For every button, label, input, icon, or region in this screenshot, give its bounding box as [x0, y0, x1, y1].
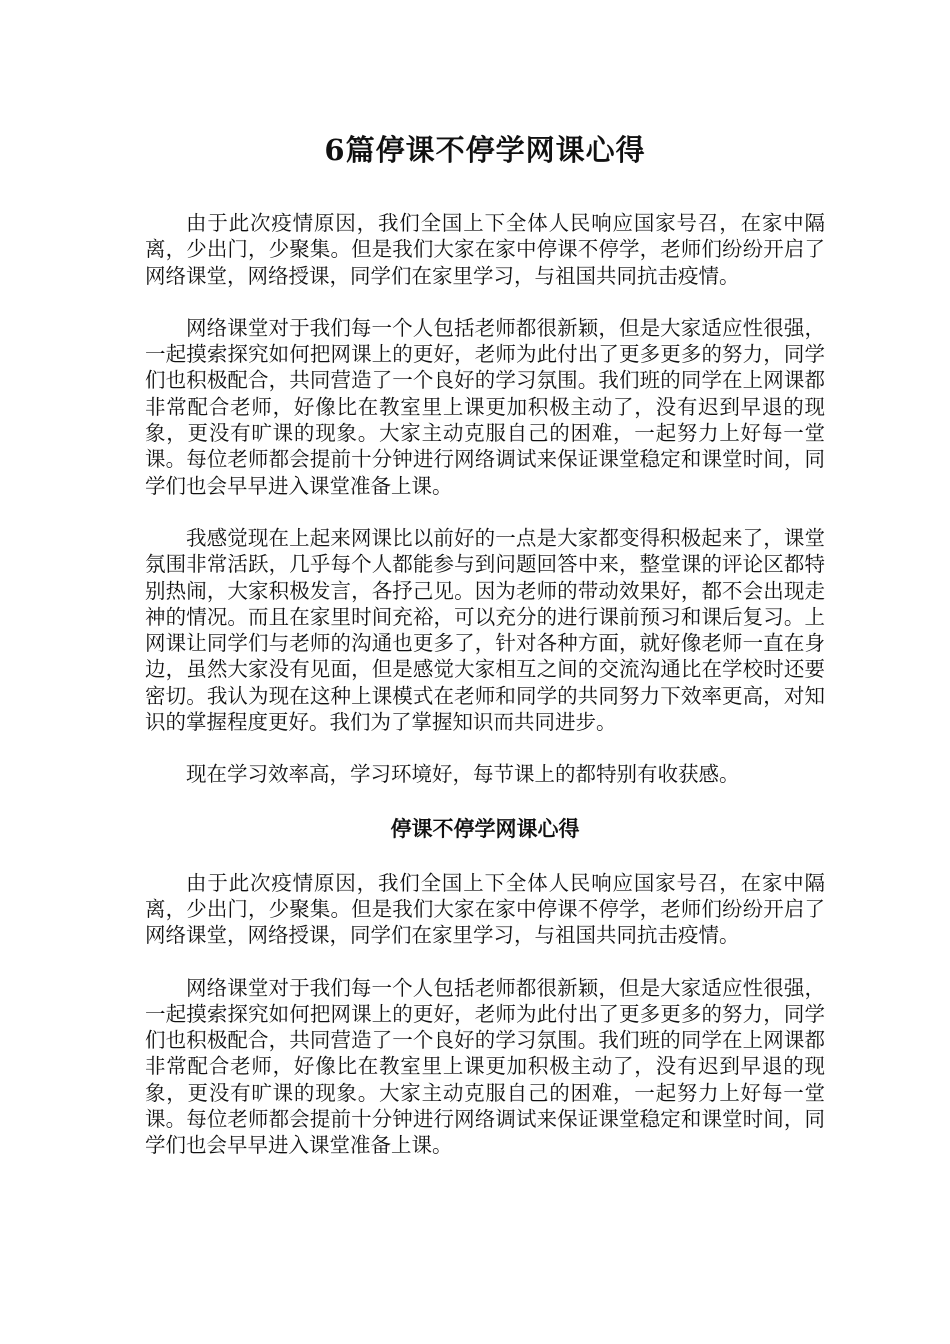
paragraph: 由于此次疫情原因，我们全国上下全体人民响应国家号召，在家中隔离，少出门，少聚集。但是我们大家在家中停课不停学，老师们纷纷开启了网络课堂，网络授课，同学们在家里学习，与祖国共同抗击疫情。 [145, 211, 825, 288]
document-page [145, 130, 825, 1185]
paragraph: 网络课堂对于我们每一个人包括老师都很新颖，但是大家适应性很强，一起摸索探究如何把网课上的更好，老师为此付出了更多更多的努力，同学们也积极配合，共同营造了一个良好的学习氛围。我们班的同学在上网课都非常配合老师，好像比在教室里上课更加积极主动了，没有迟到早退的现象，更没有旷课的现象。大家主动克服自己的困难，一起努力上好每一堂课。每位老师都会提前十分钟进行网络调试来保证课堂稳定和课堂时间，同学们也会早早进入课堂准备上课。 [145, 315, 825, 498]
paragraph: 由于此次疫情原因，我们全国上下全体人民响应国家号召，在家中隔离，少出门，少聚集。但是我们大家在家中停课不停学，老师们纷纷开启了网络课堂，网络授课，同学们在家里学习，与祖国共同抗击疫情。 [145, 870, 825, 948]
paragraph: 我感觉现在上起来网课比以前好的一点是大家都变得积极起来了，课堂氛围非常活跃，几乎每个人都能参与到问题回答中来，整堂课的评论区都特别热闹，大家积极发言，各抒己见。因为老师的带动效果好，都不会出现走神的情况。而且在家里时间充裕，可以充分的进行课前预习和课后复习。上网课让同学们与老师的沟通也更多了，针对各种方面，就好像老师一直在身边，虽然大家没有见面，但是感觉大家相互之间的交流沟通比在学校时还要密切。我认为现在这种上课模式在老师和同学的共同努力下效率更高，对知识的掌握程度更好。我们为了掌握知识而共同进步。 [145, 525, 825, 735]
section-heading: 停课不停学网课心得 [390, 815, 580, 841]
paragraph: 现在学习效率高，学习环境好，每节课上的都特别有收获感。 [186, 762, 740, 787]
document-title: 6篇停课不停学网课心得 [324, 133, 646, 167]
paragraph: 网络课堂对于我们每一个人包括老师都很新颖，但是大家适应性很强，一起摸索探究如何把网课上的更好，老师为此付出了更多更多的努力，同学们也积极配合，共同营造了一个良好的学习氛围。我们班的同学在上网课都非常配合老师，好像比在教室里上课更加积极主动了，没有迟到早退的现象，更没有旷课的现象。大家主动克服自己的困难，一起努力上好每一堂课。每位老师都会提前十分钟进行网络调试来保证课堂稳定和课堂时间，同学们也会早早进入课堂准备上课。 [145, 975, 825, 1158]
